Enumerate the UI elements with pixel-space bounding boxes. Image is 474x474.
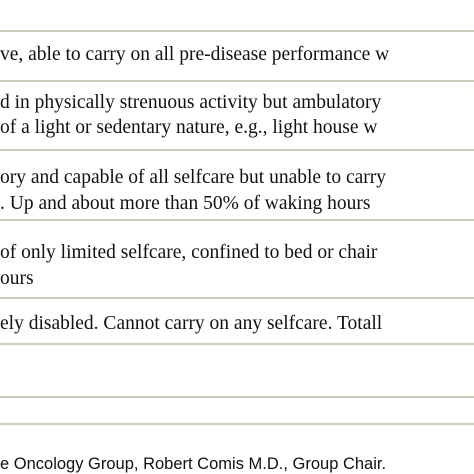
- table-rule: [0, 343, 474, 345]
- table-rule: [0, 149, 474, 151]
- table-row-3-line-0: of only limited selfcare, confined to bed or chair: [0, 242, 378, 263]
- table-row-1-line-1: of a light or sedentary nature, e.g., light house w: [0, 117, 378, 138]
- table-footnote: e Oncology Group, Robert Comis M.D., Group Chair.: [0, 455, 387, 473]
- table-row-1-line-0: d in physically strenuous activity but ambulatory: [0, 92, 382, 113]
- table-rule: [0, 423, 474, 425]
- table-row-0-line-0: ve, able to carry on all pre-disease performance w: [0, 44, 390, 65]
- table-rule: [0, 80, 474, 82]
- table-rule: [0, 396, 474, 398]
- table-row-3-line-1: ours: [0, 268, 34, 289]
- table-rule: [0, 297, 474, 299]
- table-rule: [0, 219, 474, 221]
- table-row-4-line-0: ely disabled. Cannot carry on any selfcare. Totall: [0, 313, 383, 334]
- table-rule: [0, 30, 474, 32]
- table-row-2-line-1: . Up and about more than 50% of waking hours: [0, 193, 371, 214]
- table-row-2-line-0: ory and capable of all selfcare but unable to carry: [0, 167, 387, 188]
